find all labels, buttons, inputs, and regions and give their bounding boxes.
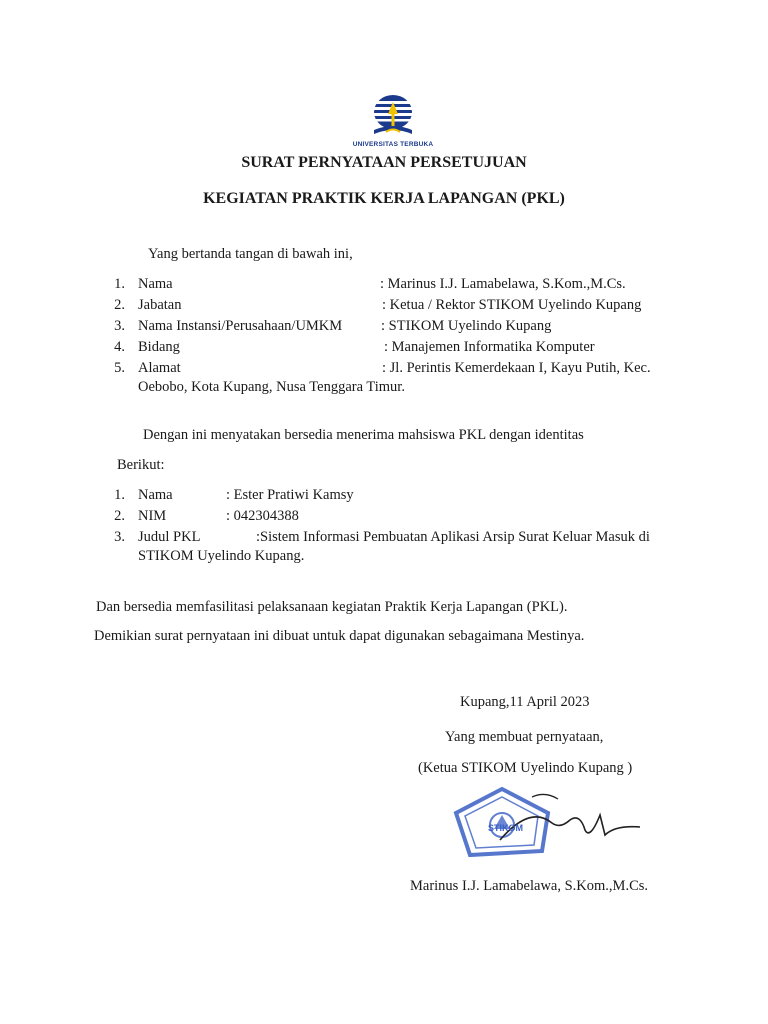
field-value-continued: STIKOM Uyelindo Kupang. xyxy=(138,548,305,564)
field-value: : Ketua / Rektor STIKOM Uyelindo Kupang xyxy=(382,297,642,313)
field-label: Bidang xyxy=(138,339,180,355)
field-value: : Ester Pratiwi Kamsy xyxy=(226,487,354,503)
document-title: SURAT PERNYATAAN PERSETUJUAN xyxy=(241,154,527,171)
field-value: : STIKOM Uyelindo Kupang xyxy=(381,318,552,334)
list-number: 3. xyxy=(114,529,125,545)
closing-text: Demikian surat pernyataan ini dibuat untuk dapat digunakan sebagaimana Mestinya. xyxy=(94,628,585,644)
stamp-label: STIKOM xyxy=(488,823,523,833)
place-date: Kupang,11 April 2023 xyxy=(460,694,590,710)
field-value: : 042304388 xyxy=(226,508,299,524)
stamp-signature xyxy=(440,785,655,860)
list-number: 3. xyxy=(114,318,125,334)
field-value: : Manajemen Informatika Komputer xyxy=(384,339,595,355)
field-label: NIM xyxy=(138,508,167,524)
list-number: 1. xyxy=(114,487,125,503)
intro-text: Yang bertanda tangan di bawah ini, xyxy=(148,246,353,262)
signer-role: (Ketua STIKOM Uyelindo Kupang ) xyxy=(418,760,633,776)
list-number: 5. xyxy=(114,360,125,376)
list-number: 2. xyxy=(114,297,125,313)
document-subtitle: KEGIATAN PRAKTIK KERJA LAPANGAN (PKL) xyxy=(203,190,565,207)
statement-text: Dengan ini menyatakan bersedia menerima mahsiswa PKL dengan identitas xyxy=(143,427,584,443)
list-number: 4. xyxy=(114,339,125,355)
field-value: : Marinus I.J. Lamabelawa, S.Kom.,M.Cs. xyxy=(380,276,626,292)
field-value-continued: Oebobo, Kota Kupang, Nusa Tenggara Timur. xyxy=(138,379,405,395)
field-label: Nama xyxy=(138,276,173,292)
field-label: Jabatan xyxy=(138,297,182,313)
list-number: 1. xyxy=(114,276,125,292)
field-label: Alamat xyxy=(138,360,181,376)
field-value: :Sistem Informasi Pembuatan Aplikasi Arsip Surat Keluar Masuk di xyxy=(256,529,650,545)
field-label: Nama xyxy=(138,487,173,503)
facilitate-text: Dan bersedia memfasilitasi pelaksanaan kegiatan Praktik Kerja Lapangan (PKL). xyxy=(96,599,568,615)
field-label: Judul PKL xyxy=(138,529,201,545)
university-emblem-icon xyxy=(352,92,434,142)
field-label: Nama Instansi/Perusahaan/UMKM xyxy=(138,318,343,334)
maker-label: Yang membuat pernyataan, xyxy=(445,729,604,745)
official-stamp-icon xyxy=(440,785,655,860)
university-logo xyxy=(352,92,434,152)
berikut-label: Berikut: xyxy=(117,457,165,473)
university-logo-text: UNIVERSITAS TERBUKA xyxy=(352,141,434,148)
list-number: 2. xyxy=(114,508,125,524)
signature-name: Marinus I.J. Lamabelawa, S.Kom.,M.Cs. xyxy=(410,878,649,894)
field-value: : Jl. Perintis Kemerdekaan I, Kayu Putih, Kec. xyxy=(382,360,651,376)
